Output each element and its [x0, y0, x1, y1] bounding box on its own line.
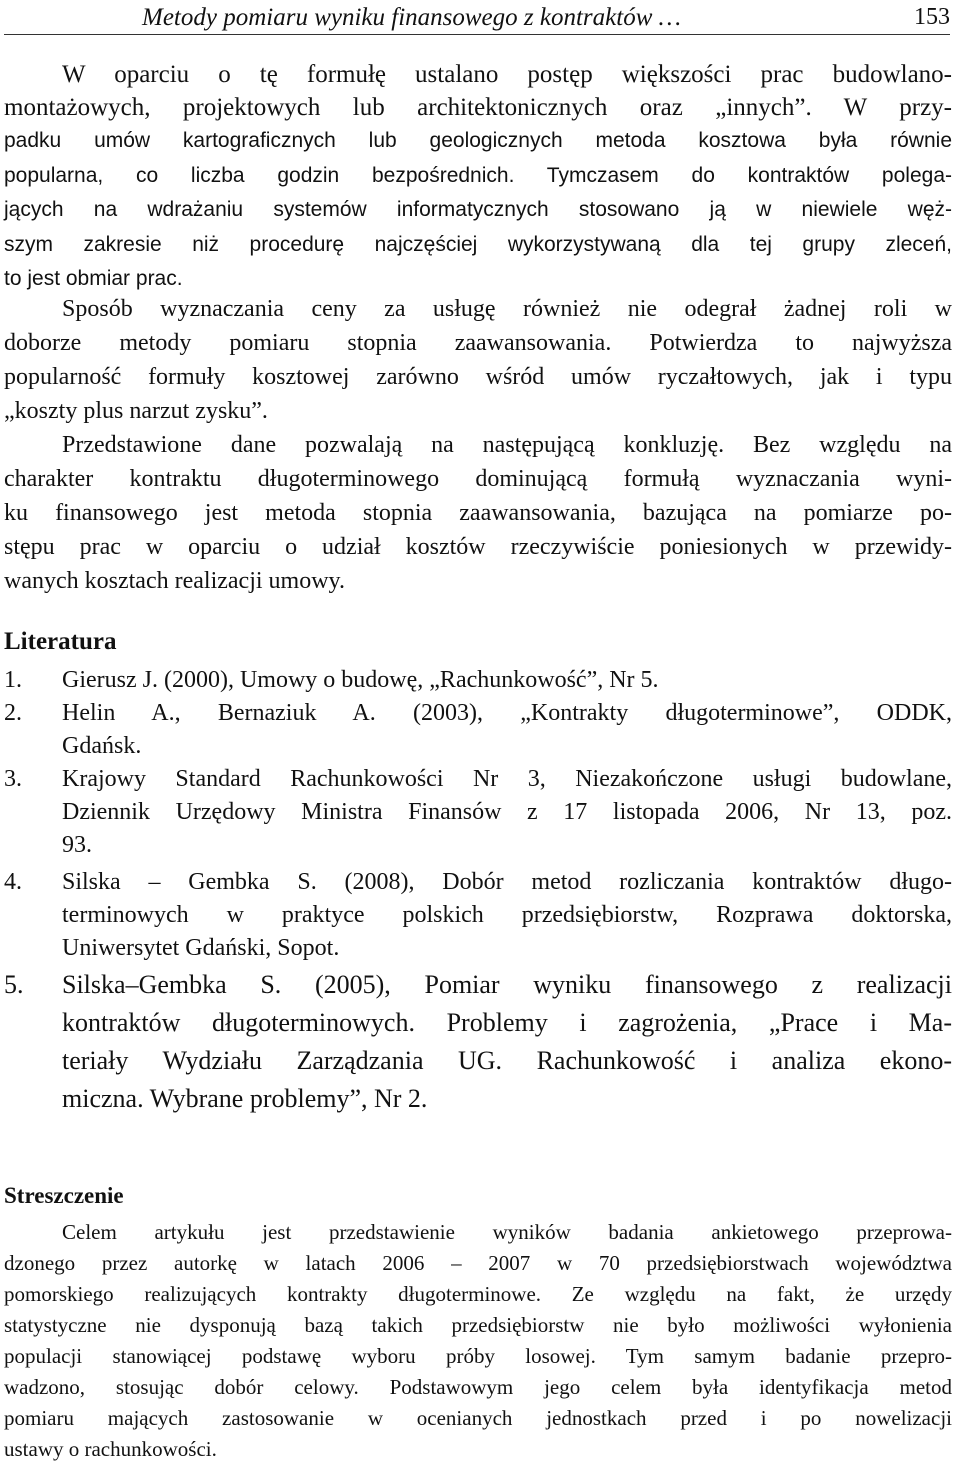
text-line: padku umów kartograficznych lub geologicznych metoda kosztowa była równie	[4, 129, 952, 152]
text-line: pomiaru mających zastosowanie w ocenianych jednostkach przed i po nowelizacji	[4, 1406, 952, 1430]
abstract-paragraph	[4, 1217, 952, 1465]
paragraph-1	[4, 58, 952, 295]
paragraph-2	[4, 292, 952, 428]
streszczenie-heading: Streszczenie	[4, 1183, 124, 1208]
reference-line: miczna. Wybrane problemy”, Nr 2.	[62, 1084, 428, 1113]
running-header	[4, 2, 950, 35]
text-line: popularność formuły kosztowej zarówno wśród umów ryczałtowych, jak i typu	[4, 364, 952, 390]
text-line: popularna, co liczba godzin bezpośrednich. Tymczasem do kontraktów polega-	[4, 164, 952, 187]
reference-line: Helin A., Bernaziuk A. (2003), „Kontrakty długoterminowe”, ODDK,	[62, 700, 952, 726]
running-title: Metody pomiaru wyniku finansowego z kontraktów …	[142, 4, 681, 31]
text-line: dzonego przez autorkę w latach 2006 – 2007 w 70 przedsiębiorstwach województwa	[4, 1251, 952, 1275]
reference-line: 93.	[62, 832, 92, 858]
text-line: wanych kosztach realizacji umowy.	[4, 568, 345, 594]
reference-line: Gdańsk.	[62, 733, 142, 759]
text-line: doborze metody pomiaru stopnia zaawansowania. Potwierdza to najwyższa	[4, 330, 952, 356]
text-line: szym zakresie niż procedurę najczęściej wykorzystywaną dla tej grupy zleceń,	[4, 233, 952, 256]
reference-line: teriały Wydziału Zarządzania UG. Rachunkowość i analiza ekono-	[62, 1046, 952, 1075]
reference-line: Gierusz J. (2000), Umowy o budowę, „Rachunkowość”, Nr 5.	[62, 667, 659, 693]
text-line: ustawy o rachunkowości.	[4, 1437, 217, 1461]
text-line: jących na wdrażaniu systemów informatycznych stosowano ją w niewiele węż-	[4, 198, 952, 221]
text-line: ku finansowego jest metoda stopnia zaawansowania, bazująca na pomiarze po-	[4, 500, 952, 526]
reference-item	[4, 664, 952, 697]
reference-item	[4, 763, 952, 862]
text-line: Sposób wyznaczania ceny za usługę również nie odegrał żadnej roli w	[62, 296, 952, 322]
reference-line: kontraktów długoterminowych. Problemy i zagrożenia, „Prace i Ma-	[62, 1008, 952, 1037]
literatura-heading: Literatura	[4, 628, 117, 655]
reference-number: 3.	[4, 766, 22, 792]
reference-line: Dziennik Urzędowy Ministra Finansów z 17 listopada 2006, Nr 13, poz.	[62, 799, 952, 825]
text-line: charakter kontraktu długoterminowego dominującą formułą wyznaczania wyni-	[4, 466, 952, 492]
paragraph-3	[4, 428, 952, 598]
reference-item	[4, 697, 952, 763]
reference-line: terminowych w praktyce polskich przedsiębiorstw, Rozprawa doktorska,	[62, 902, 952, 928]
text-line: Celem artykułu jest przedstawienie wyników badania ankietowego przeprowa-	[62, 1220, 952, 1244]
reference-line: Uniwersytet Gdański, Sopot.	[62, 935, 340, 961]
text-line: to jest obmiar prac.	[4, 267, 183, 290]
reference-number: 2.	[4, 700, 22, 726]
text-line: Przedstawione dane pozwalają na następującą konkluzję. Bez względu na	[62, 432, 952, 458]
reference-number: 4.	[4, 869, 22, 895]
reference-line: Krajowy Standard Rachunkowości Nr 3, Niezakończone usługi budowlane,	[62, 766, 952, 792]
text-line: wadzono, stosując dobór celowy. Podstawowym jego celem była identyfikacja metod	[4, 1375, 952, 1399]
page-number: 153	[914, 4, 950, 30]
text-line: pomorskiego realizujących kontrakty długoterminowe. Ze względu na fakt, że urzędy	[4, 1282, 952, 1306]
reference-number: 5.	[4, 970, 24, 999]
reference-line: Silska – Gembka S. (2008), Dobór metod rozliczania kontraktów długo-	[62, 869, 952, 895]
reference-line: Silska–Gembka S. (2005), Pomiar wyniku finansowego z realizacji	[62, 970, 952, 999]
text-line: statystyczne nie dysponują bazą takich przedsiębiorstw nie było możliwości wyłonienia	[4, 1313, 952, 1337]
text-line: stępu prac w oparciu o udział kosztów rzeczywiście poniesionych w przewidy-	[4, 534, 952, 560]
reference-item	[4, 966, 952, 1118]
text-line: montażowych, projektowych lub architektonicznych oraz „innych”. W przy-	[4, 94, 952, 121]
text-line: populacji stanowiącej podstawę wyboru próby losowej. Tym samym badanie przepro-	[4, 1344, 952, 1368]
text-line: W oparciu o tę formułę ustalano postęp większości prac budowlano-	[62, 61, 952, 88]
text-line: „koszty plus narzut zysku”.	[4, 398, 268, 424]
reference-number: 1.	[4, 667, 22, 693]
reference-item	[4, 866, 952, 965]
